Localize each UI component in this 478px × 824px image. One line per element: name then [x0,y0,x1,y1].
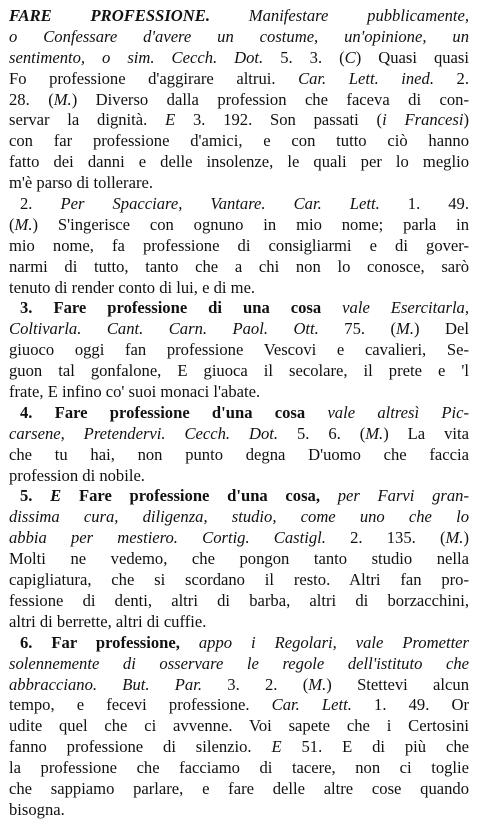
text-line [9,424,469,445]
text-segment: 3. 192. Son passati ( [175,110,383,130]
text-segment: bisogna. [9,799,65,819]
text-segment: che tu hai, non punto degna D'uomo che faccia [9,444,469,464]
text-segment: abbia per mestiero. Cortig. Castigl. [9,528,326,548]
text-line [9,570,469,591]
text-segment: ) S'ingerisce con ognuno in mio nome; parla in [32,214,469,234]
text-segment: Coltivarla. Cant. Carn. Paol. Ott. [9,319,319,339]
text-segment: solennemente di osservare le regole dell'istituto che [9,653,469,673]
text-segment: i Francesi [382,110,464,130]
text-segment: capigliatura, che si scordano il resto. Altri fan pro- [9,570,469,590]
text-segment: o Confessare d'avere un costume, un'opinione, un [9,26,469,46]
text-line [9,361,469,382]
text-segment: 5. [20,486,51,506]
text-segment: ) [463,528,469,548]
text-segment: 2. [20,194,61,214]
text-segment: 1. 49. Or [351,695,469,715]
text-segment: con far professione d'amici, e con tutto ciò hanno [9,131,469,151]
text-segment: 1. 49. [379,194,469,214]
text-segment: M. [445,528,464,548]
text-line [9,716,469,737]
text-segment: 51. E di più che [281,737,469,757]
dictionary-entry [9,6,469,821]
text-segment: giuoco oggi fan professione Vescovi e cavalieri, Se- [9,340,469,360]
text-segment: Fare professione d'una cosa, [61,486,338,506]
text-segment: M. [396,319,415,339]
text-line [9,6,469,27]
text-segment: E [271,737,282,757]
text-line [9,612,469,633]
text-line [9,758,469,779]
text-segment: 2. 135. ( [325,528,446,548]
text-segment: ) [463,110,469,130]
text-line [9,549,469,570]
text-segment: abbracciano. But. Par. [9,674,202,694]
text-segment: guon tal gonfalone, E giuoca il secolare, il prete e 'l [9,361,469,381]
text-line [9,90,469,111]
text-segment: la professione che facciamo di tacere, non ci toglie [9,758,469,778]
text-segment: Fo professione d'aggirare altrui. [9,68,299,88]
text-line [9,779,469,800]
text-line [9,382,469,403]
text-segment: che sappiamo parlare, e fare delle altre cose quando [9,778,469,798]
text-line [9,152,469,173]
text-line [9,110,469,131]
text-segment: per Farvi gran- [337,486,469,506]
text-segment: vale altresì Pic- [327,402,469,422]
text-line [9,173,469,194]
text-line [9,27,469,48]
text-line [9,633,469,654]
text-segment: carsene, Pretendervi. Cecch. Dot. [9,423,279,443]
text-segment: vale Esercitarla, [342,298,469,318]
text-line [9,131,469,152]
text-segment: ) La vita [383,423,469,443]
text-line [9,654,469,675]
text-line [9,257,469,278]
text-segment: tempo, e fecevi professione. [9,695,272,715]
text-segment: servar la dignità. [9,110,166,130]
text-segment: Per Spacciare, Vantare. Car. Lett. [60,194,380,214]
text-segment: M. [53,89,72,109]
text-segment: FARE PROFESSIONE. [9,6,210,25]
text-segment: C [344,47,356,67]
text-segment: 3. Fare professione di una cosa [20,298,343,318]
text-segment: tenuto di render conto di lui, e di me. [9,277,256,297]
text-line [9,466,469,487]
text-segment: sentimento, o sim. Cecch. Dot. [9,47,264,67]
text-segment: 2. [434,68,469,88]
text-segment: 4. Fare professione d'una cosa [20,402,328,422]
text-line [9,800,469,821]
text-segment: profession di nobile. [9,465,145,485]
text-line [9,445,469,466]
text-line [9,278,469,299]
text-line [9,298,469,319]
text-segment: Molti ne vedemo, che pongon tanto studio nella [9,549,469,569]
text-segment: E [50,486,62,506]
text-line [9,215,469,236]
text-segment: dissima cura, diligenza, studio, come uno che lo [9,507,469,527]
text-line [9,69,469,90]
text-segment: E [165,110,176,130]
text-segment: m'è parso di tollerare. [9,173,153,193]
text-line [9,675,469,696]
text-line [9,737,469,758]
text-line [9,403,469,424]
text-line [9,236,469,257]
text-segment: Car. Lett. [271,695,352,715]
text-line [9,48,469,69]
text-line [9,340,469,361]
text-segment: ) Diverso dalla profession che faceva di con- [71,89,469,109]
text-segment: M. [365,423,384,443]
text-line [9,486,469,507]
text-segment: M. [308,674,327,694]
text-segment: 5. 3. ( [263,47,345,67]
text-segment: narmi di tutto, tanto che a chi non lo conosce, sarò [9,256,469,276]
text-segment: ) Stettevi alcun [326,674,469,694]
text-segment: 6. Far professione, [20,632,199,652]
text-segment: appo i Regolari, vale Prometter [198,632,469,652]
text-segment: fessione di denti, altri di barba, altri di borzacchini, [9,590,469,610]
text-segment: ( [9,214,15,234]
text-segment: ) Quasi quasi [355,47,469,67]
text-line [9,528,469,549]
text-segment: 75. ( [318,319,397,339]
text-segment: M. [14,214,33,234]
text-segment: fatto dei danni e delle insolenze, le quali per lo meglio [9,152,469,172]
text-line [9,507,469,528]
text-segment: 5. 6. ( [278,423,366,443]
text-segment: 28. ( [9,89,54,109]
text-segment: Car. Lett. ined. [298,68,434,88]
text-line [9,319,469,340]
text-segment: altri di berrette, altri di cuffie. [9,611,207,631]
text-line [9,194,469,215]
text-segment: ) Del [414,319,469,339]
text-segment: Manifestare pubblicamente, [209,6,469,25]
text-segment: mio nome, fa professione di consigliarmi e di gover- [9,235,469,255]
text-segment: fanno professione di silenzio. [9,737,272,757]
text-line [9,591,469,612]
text-segment: udite quel che ci avvenne. Voi sapete che i Certosini [9,716,469,736]
text-segment: frate, E infino co' suoi monaci l'abate. [9,382,261,402]
text-line [9,695,469,716]
text-segment: 3. 2. ( [202,674,309,694]
